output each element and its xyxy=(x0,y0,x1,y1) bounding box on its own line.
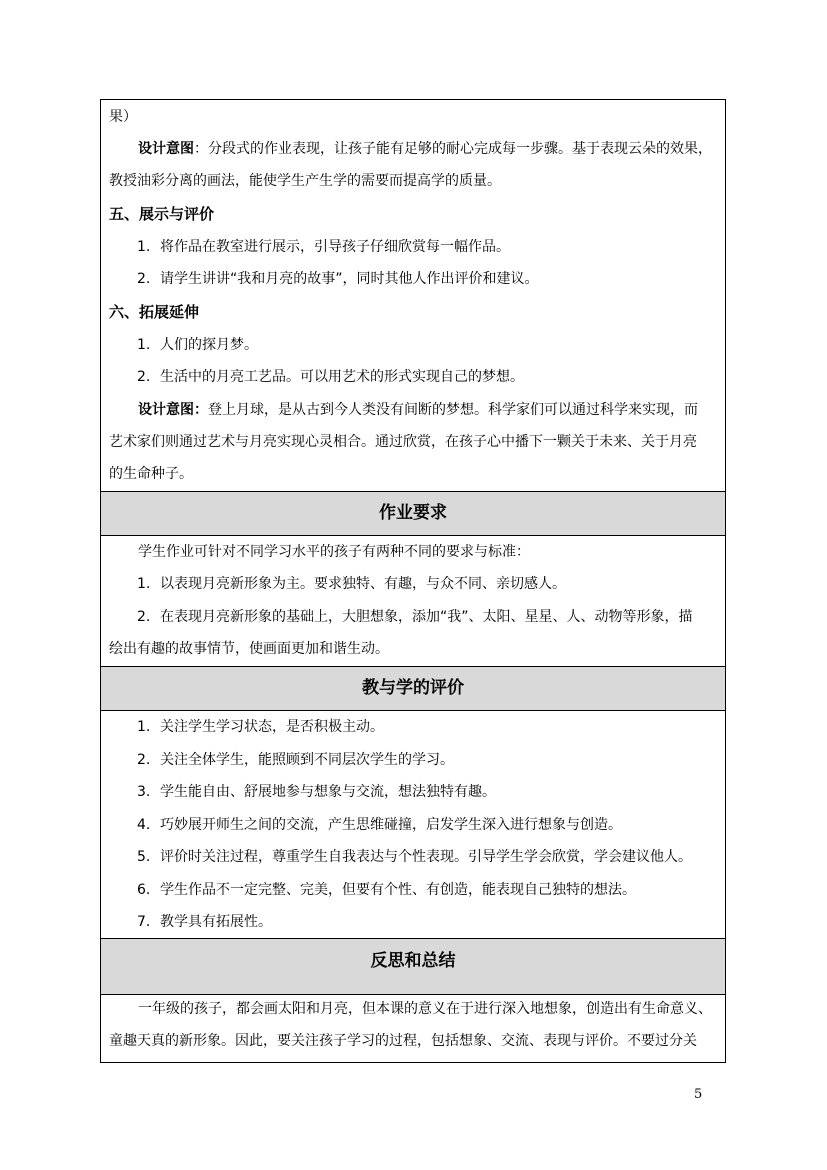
design-intent-2-cont: 的生命种子。 xyxy=(109,466,193,482)
heading-extension: 六、拓展延伸 xyxy=(109,303,200,321)
list-item: 7. 教学具有拓展性。 xyxy=(137,914,272,930)
list-item: 1. 关注学生学习状态，是否积极主动。 xyxy=(137,719,384,735)
design-intent-2-cont: 艺术家们则通过艺术与月亮实现心灵相合。通过欣赏，在孩子心中播下一颗关于未来、关于月亮 xyxy=(109,434,697,450)
list-item: 2. 关注全体学生，能照顾到不同层次学生的学习。 xyxy=(137,752,454,768)
page-number: 5 xyxy=(694,1087,703,1102)
list-item-cont: 绘出有趣的故事情节，使画面更加和谐生动。 xyxy=(109,641,389,657)
list-item: 1. 人们的探月梦。 xyxy=(137,337,258,353)
design-intent-1 xyxy=(138,141,712,157)
list-item: 1. 以表现月亮新形象为主。要求独特、有趣，与众不同、亲切感人。 xyxy=(137,576,566,592)
list-item: 3. 学生能自由、舒展地参与想象与交流，想法独特有趣。 xyxy=(137,784,496,800)
continued-text: 果） xyxy=(109,109,137,125)
lesson-plan-table xyxy=(100,99,726,1063)
list-item: 5. 评价时关注过程，尊重学生自我表达与个性表现。引导学生学会欣赏，学会建议他人。 xyxy=(137,849,692,865)
reflection-text-cont: 童趣天真的新形象。因此，要关注孩子学习的过程，包括想象、交流、表现与评价。不要过分关 xyxy=(109,1033,697,1049)
homework-cell xyxy=(101,536,725,666)
heading-display-evaluation: 五、展示与评价 xyxy=(109,205,215,223)
evaluation-cell xyxy=(101,711,725,938)
homework-header xyxy=(101,491,725,536)
list-item: 2. 请学生讲讲“我和月亮的故事”，同时其他人作出评价和建议。 xyxy=(137,271,539,287)
design-intent-label: 设计意图： xyxy=(138,402,208,418)
list-item: 6. 学生作品不一定完整、完美，但要有个性、有创造，能表现自己独特的想法。 xyxy=(137,882,636,898)
reflection-text: 一年级的孩子，都会画太阳和月亮，但本课的意义在于进行深入地想象，创造出有生命意义、 xyxy=(138,1001,712,1017)
design-intent-label: 设计意图 xyxy=(138,141,194,157)
teaching-steps-cell xyxy=(101,100,725,491)
homework-intro: 学生作业可针对不同学习水平的孩子有两种不同的要求与标准： xyxy=(138,544,530,560)
evaluation-title: 教与学的评价 xyxy=(362,678,464,698)
evaluation-header xyxy=(101,666,725,711)
list-item: 2. 在表现月亮新形象的基础上，大胆想象，添加“我”、太阳、星星、人、动物等形象，描 xyxy=(137,609,693,625)
reflection-title: 反思和总结 xyxy=(370,951,456,971)
list-item: 1. 将作品在教室进行展示，引导孩子仔细欣赏每一幅作品。 xyxy=(137,239,510,255)
list-item: 4. 巧妙展开师生之间的交流，产生思维碰撞，启发学生深入进行想象与创造。 xyxy=(137,817,622,833)
design-intent-2: 设计意图：登上月球，是从古到今人类没有间断的梦想。科学家们可以通过科学来实现，而 xyxy=(138,402,698,418)
reflection-cell xyxy=(101,995,725,1062)
homework-title: 作业要求 xyxy=(379,503,447,523)
design-intent-1-cont: 教授油彩分离的画法，能使学生产生学的需要而提高学的质量。 xyxy=(109,173,501,189)
list-item: 2. 生活中的月亮工艺品。可以用艺术的形式实现自己的梦想。 xyxy=(137,369,524,385)
reflection-header xyxy=(101,938,725,995)
design-intent-text: ：分段式的作业表现，让孩子能有足够的耐心完成每一步骤。基于表现云朵的效果， xyxy=(194,141,712,157)
